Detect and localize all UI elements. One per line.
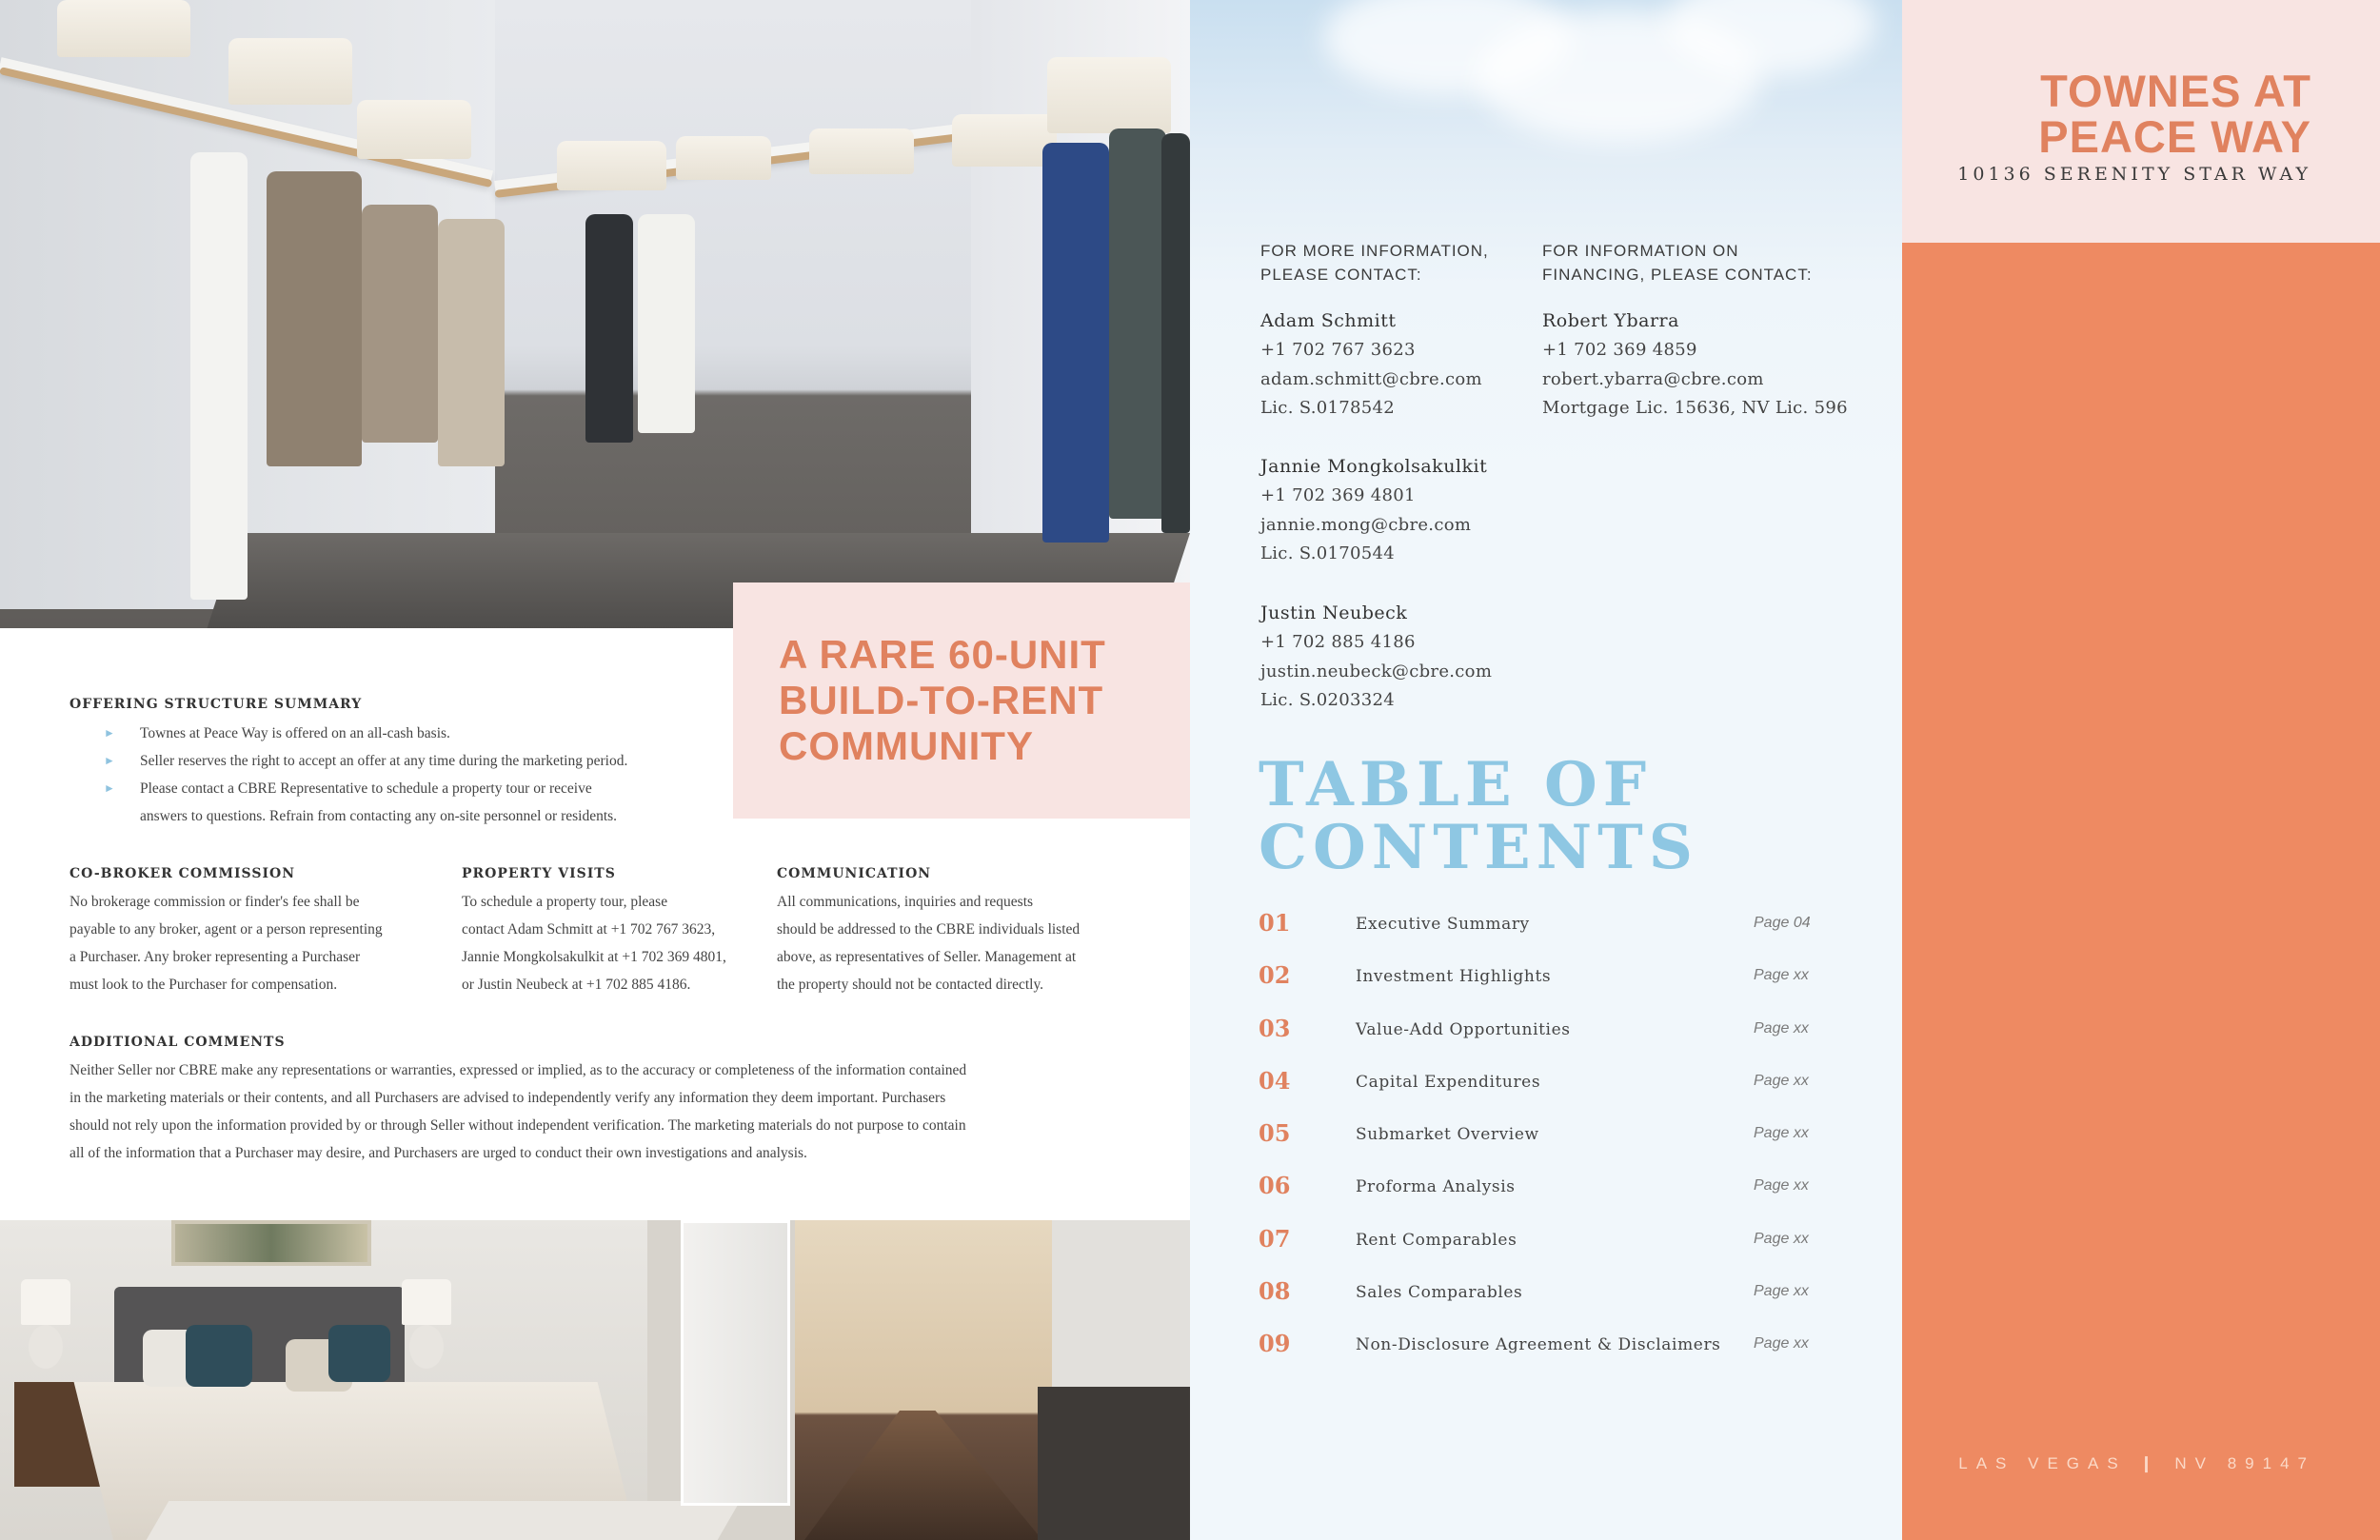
contact-license: Mortgage Lic. 15636, NV Lic. 596 [1542, 398, 1848, 418]
contact-jannie-mongkolsakulkit [1260, 451, 1487, 569]
headline-line-1: A RARE 60-UNIT [779, 632, 1106, 677]
contact-name: Adam Schmitt [1260, 310, 1397, 331]
toc-label: Submarket Overview [1356, 1125, 1539, 1145]
contact-adam-schmitt [1260, 306, 1482, 424]
toc-item[interactable] [1259, 909, 1849, 961]
contact-license: Lic. S.0170544 [1260, 543, 1396, 563]
offering-bullets [69, 720, 736, 830]
toc-page: Page 04 [1754, 915, 1811, 931]
contact-phone[interactable]: +1 702 767 3623 [1260, 340, 1416, 360]
contacts-and-toc-page [1190, 0, 1902, 1540]
toc-number: 02 [1259, 961, 1291, 990]
bullet-arrow-icon: ► [104, 726, 115, 740]
toc-number: 01 [1259, 909, 1291, 937]
headline-box [733, 582, 1190, 819]
toc-item[interactable] [1259, 1015, 1849, 1067]
toc-number: 04 [1259, 1066, 1291, 1095]
co-broker-commission [69, 866, 450, 998]
contact-email[interactable]: robert.ybarra@cbre.com [1542, 368, 1764, 389]
toc-item[interactable] [1259, 961, 1849, 1014]
contact-phone[interactable]: +1 702 369 4801 [1260, 485, 1416, 505]
toc-page: Page xx [1754, 1072, 1809, 1089]
offering-bullet: ► Seller reserves the right to accept an offer at any time during the marketing period. [69, 747, 736, 775]
offering-bullet: ► Townes at Peace Way is offered on an all-cash basis. [69, 720, 736, 747]
toc-label: Non-Disclosure Agreement & Disclaimers [1356, 1335, 1721, 1355]
toc-item[interactable] [1259, 1225, 1849, 1277]
toc-number: 06 [1259, 1172, 1291, 1200]
financing-contact-heading: FOR INFORMATION ON FINANCING, PLEASE CONTACT: [1542, 242, 1813, 284]
contact-phone[interactable]: +1 702 369 4859 [1542, 340, 1697, 360]
headline-line-2: BUILD-TO-RENT [779, 678, 1104, 722]
toc-label: Value-Add Opportunities [1356, 1019, 1571, 1039]
title-block [1902, 0, 2380, 243]
additional-comments-title: ADDITIONAL COMMENTS [69, 1035, 286, 1050]
toc-page: Page xx [1754, 1283, 1809, 1300]
toc-label: Proforma Analysis [1356, 1177, 1516, 1197]
toc-page: Page xx [1754, 1335, 1809, 1352]
contact-email[interactable]: jannie.mong@cbre.com [1260, 514, 1472, 535]
toc-label: Investment Highlights [1356, 967, 1552, 987]
property-name: TOWNES AT PEACE WAY [2038, 66, 2311, 162]
toc-number: 03 [1259, 1014, 1291, 1042]
toc-label: Sales Comparables [1356, 1283, 1523, 1303]
toc-label: Capital Expenditures [1356, 1072, 1541, 1092]
offering-bullet: ► Please contact a CBRE Representative to schedule a property tour or receive answers to questions. Refrain from contacting any on-site personnel or residents. [69, 775, 736, 830]
bullet-arrow-icon: ► [104, 781, 115, 795]
property-location: LAS VEGAS ❙ NV 89147 [1958, 1454, 2315, 1472]
contact-justin-neubeck [1260, 598, 1492, 716]
toc-page: Page xx [1754, 1177, 1809, 1194]
co-broker-title: CO-BROKER COMMISSION [69, 866, 296, 881]
headline [779, 632, 1190, 769]
additional-comments [69, 1035, 1126, 1167]
additional-comments-body: Neither Seller nor CBRE make any representations or warranties, expressed or implied, as to the accuracy or completeness of the information contained in the marketing materials or their contents, and all Purchasers are advised to independently verify any information they deem important. Purchasers should not rely upon the information provided by or through Seller without independent verification. The marketing materials do not purpose to contain all of the information that a Purchaser may desire, and Purchasers are urged to conduct their own investigations and analysis. [69, 1062, 967, 1161]
toc-number: 07 [1259, 1224, 1291, 1253]
offering-title: OFFERING STRUCTURE SUMMARY [69, 697, 363, 712]
contact-name: Justin Neubeck [1260, 602, 1408, 623]
toc-item[interactable] [1259, 1172, 1849, 1224]
bullet-arrow-icon: ► [104, 754, 115, 767]
communication [777, 866, 1177, 998]
contact-name: Robert Ybarra [1542, 310, 1679, 331]
contact-name: Jannie Mongkolsakulkit [1260, 456, 1488, 477]
property-address: 10136 SERENITY STAR WAY [1957, 164, 2311, 185]
communication-body: All communications, inquiries and requests should be addressed to the CBRE individuals listed above, as representatives of Seller. Management at the property should not be contacted directly. [777, 894, 1081, 993]
communication-title: COMMUNICATION [777, 866, 932, 881]
property-visits-title: PROPERTY VISITS [462, 866, 616, 881]
bedroom-photo [0, 1220, 1190, 1540]
toc-number: 05 [1259, 1119, 1291, 1148]
offering-structure-summary [69, 697, 736, 830]
toc-page: Page xx [1754, 1125, 1809, 1142]
contact-license: Lic. S.0203324 [1260, 690, 1396, 710]
closet-photo [0, 0, 1190, 628]
contact-license: Lic. S.0178542 [1260, 398, 1396, 418]
toc-item[interactable] [1259, 1067, 1849, 1119]
co-broker-body: No brokerage commission or finder's fee shall be payable to any broker, agent or a person representing a Purchaser. Any broker representing a Purchaser must look to the Purchaser for compensation. [69, 894, 383, 993]
contact-email[interactable]: adam.schmitt@cbre.com [1260, 368, 1482, 389]
contact-robert-ybarra [1542, 306, 1848, 424]
toc-number: 09 [1259, 1330, 1291, 1358]
toc-page: Page xx [1754, 967, 1809, 984]
cover-panel [1902, 0, 2380, 1540]
contact-phone[interactable]: +1 702 885 4186 [1260, 632, 1416, 652]
contact-heading: FOR MORE INFORMATION, PLEASE CONTACT: [1260, 242, 1489, 284]
toc-item[interactable] [1259, 1277, 1849, 1330]
toc-title: TABLE OF CONTENTS [1259, 749, 1698, 883]
toc-label: Rent Comparables [1356, 1230, 1517, 1250]
toc-item[interactable] [1259, 1119, 1849, 1172]
property-visits-body: To schedule a property tour, please contact Adam Schmitt at +1 702 767 3623, Jannie Mongkolsakulkit at +1 702 369 4801, or Justin Neubeck at +1 702 885 4186. [462, 894, 726, 993]
toc-page: Page xx [1754, 1019, 1809, 1037]
toc-label: Executive Summary [1356, 915, 1530, 934]
headline-line-3: COMMUNITY [779, 723, 1034, 768]
property-visits [462, 866, 776, 998]
contact-email[interactable]: justin.neubeck@cbre.com [1260, 661, 1493, 681]
toc-page: Page xx [1754, 1230, 1809, 1247]
toc-number: 08 [1259, 1277, 1291, 1306]
toc-item[interactable] [1259, 1330, 1849, 1382]
toc-list [1259, 909, 1849, 1383]
